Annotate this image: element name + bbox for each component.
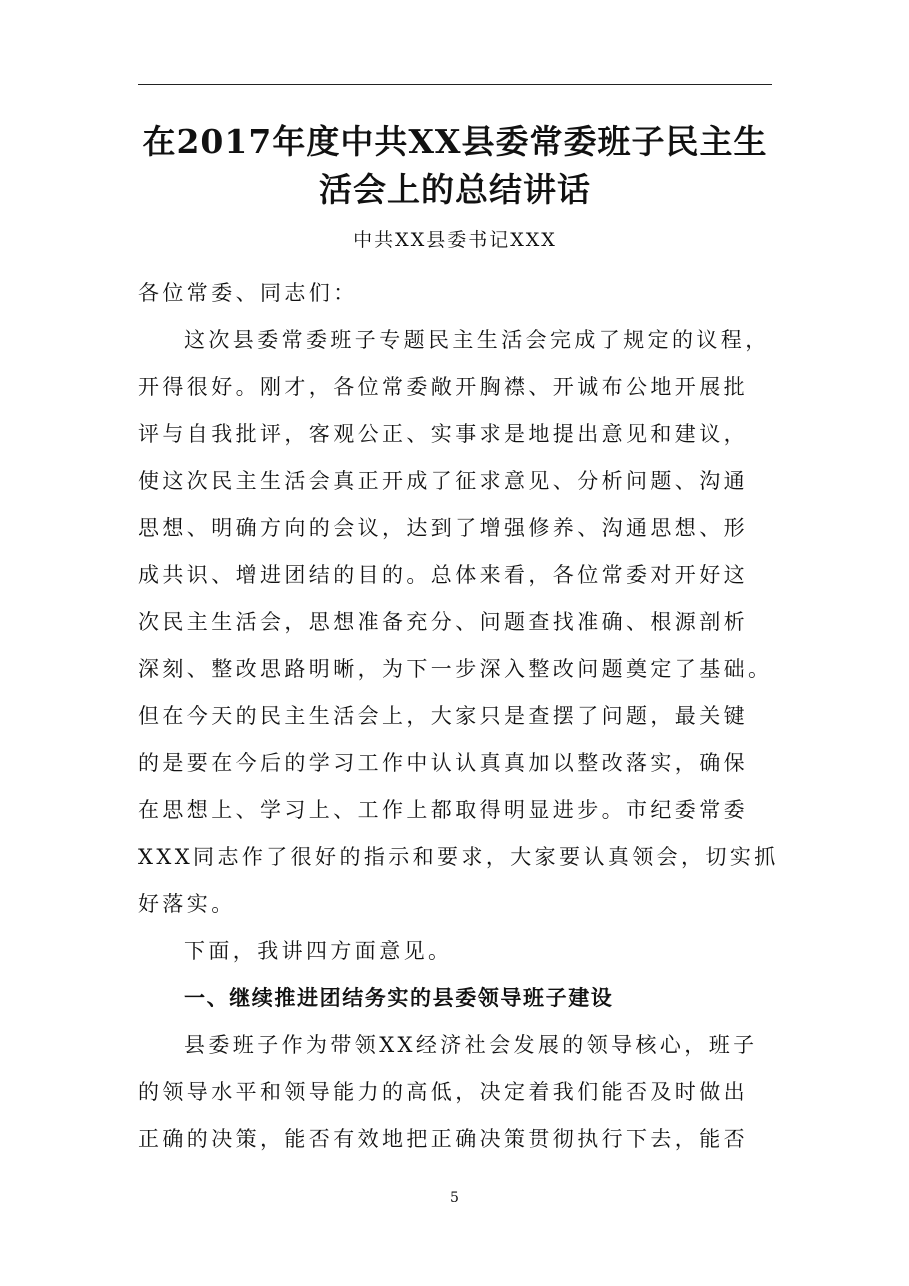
paragraph-1-line: 使这次民主生活会真正开成了征求意见、分析问题、沟通 (138, 469, 748, 493)
paragraph-1-line: 的是要在今后的学习工作中认认真真加以整改落实，确保 (138, 751, 748, 775)
paragraph-2: 下面，我讲四方面意见。 (184, 939, 453, 963)
paragraph-1-line: 在思想上、学习上、工作上都取得明显进步。市纪委常委 (138, 798, 748, 822)
paragraph-1-line: 评与自我批评，客观公正、实事求是地提出意见和建议， (138, 422, 748, 446)
paragraph-1-line: 深刻、整改思路明晰，为下一步深入整改问题奠定了基础。 (138, 657, 773, 681)
document-title (138, 118, 772, 214)
paragraph-3-line: 县委班子作为带领XX经济社会发展的领导核心，班子 (184, 1033, 758, 1057)
paragraph-1-line: 成共识、增进团结的目的。总体来看，各位常委对开好这 (138, 563, 748, 587)
document-body (138, 270, 779, 1163)
paragraph-1-line: XXX同志作了很好的指示和要求，大家要认真领会，切实抓 (138, 845, 779, 869)
paragraph-1-line: 思想、明确方向的会议，达到了增强修养、沟通思想、形 (138, 516, 748, 540)
paragraph-3-line: 正确的决策，能否有效地把正确决策贯彻执行下去，能否 (138, 1127, 748, 1151)
paragraph-3-line: 的领导水平和领导能力的高低，决定着我们能否及时做出 (138, 1080, 748, 1104)
paragraph-1-line: 次民主生活会，思想准备充分、问题查找准确、根源剖析 (138, 610, 748, 634)
salutation: 各位常委、同志们： (138, 281, 358, 305)
author-byline: 中共XX县委书记XXX (353, 229, 557, 251)
title-line-1: 在2017年度中共XX县委常委班子民主生 (142, 122, 768, 161)
header-rule (138, 84, 772, 85)
paragraph-1-line: 开得很好。刚才，各位常委敞开胸襟、开诚布公地开展批 (138, 375, 748, 399)
paragraph-1-line: 但在今天的民主生活会上，大家只是查摆了问题，最关键 (138, 704, 748, 728)
title-line-2: 活会上的总结讲话 (319, 170, 591, 209)
paragraph-1-line: 这次县委常委班子专题民主生活会完成了规定的议程， (184, 328, 770, 352)
section-1-heading: 一、继续推进团结务实的县委领导班子建设 (184, 986, 614, 1010)
paragraph-1-line: 好落实。 (138, 892, 236, 916)
page-number: 5 (450, 1190, 459, 1206)
